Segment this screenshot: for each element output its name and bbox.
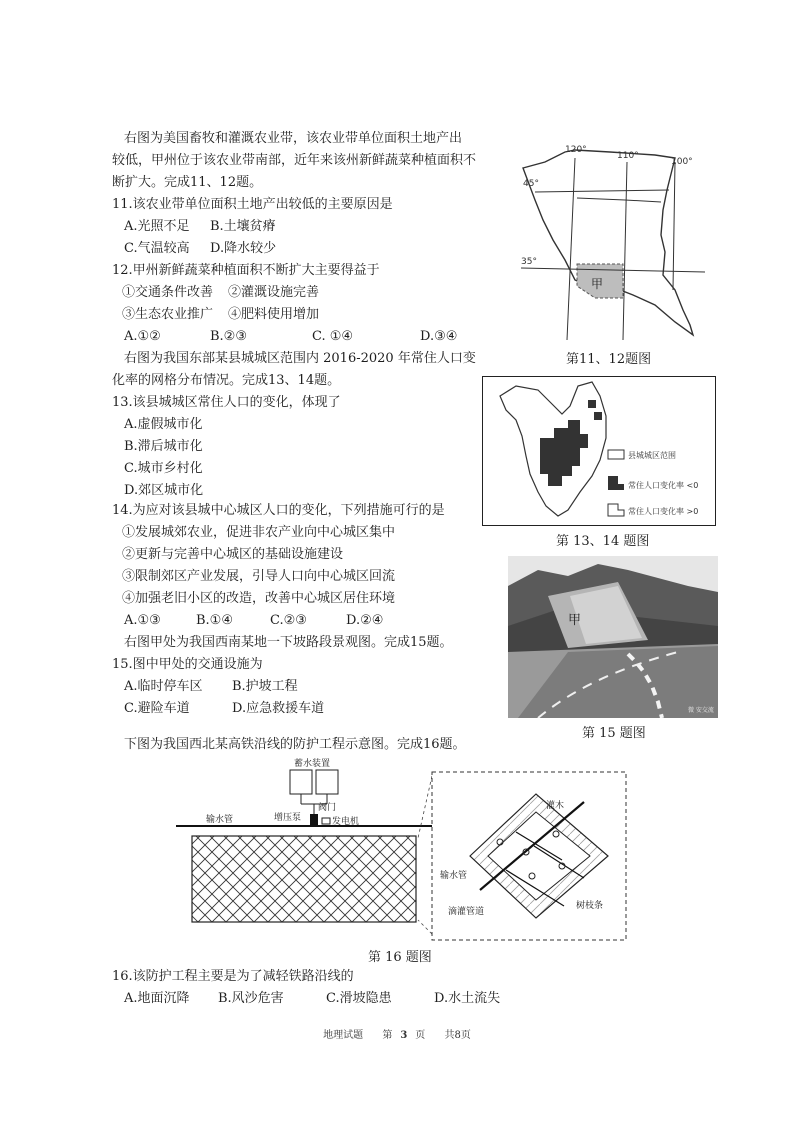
footer-page-prefix: 第 <box>382 1030 393 1041</box>
intro-13-14-line2: 化率的网格分布情况。完成13、14题。 <box>112 373 341 388</box>
state-jia-label: 甲 <box>591 277 604 291</box>
protection-diagram <box>170 754 630 944</box>
figure-16-caption: 第 16 题图 <box>368 950 432 965</box>
us-belt-map <box>505 140 710 340</box>
q13-stem: 13.该县城城区常住人口的变化，体现了 <box>112 395 341 410</box>
figure-11-12-caption: 第11、12题图 <box>566 352 652 367</box>
water-device-label: 蓄水装置 <box>294 759 331 769</box>
q12-item-4: ④肥料使用增加 <box>228 307 320 322</box>
pipe-label-left: 输水管 <box>206 815 234 825</box>
q12-item-3: ③生态农业推广 <box>122 307 214 322</box>
q14-item-1: ①发展城郊农业，促进非农产业向中心城区集中 <box>122 525 396 540</box>
branch-label: 树枝条 <box>576 901 604 911</box>
q14-option-b: B.①④ <box>196 613 233 628</box>
q16-option-b: B.风沙危害 <box>218 991 284 1006</box>
footer-page-number: 3 <box>400 1030 408 1041</box>
q14-option-d: D.②④ <box>346 613 384 628</box>
legend-rate-negative: 常住人口变化率 <0 <box>628 481 699 490</box>
q15-option-a: A.临时停车区 <box>124 679 203 694</box>
q14-option-c: C.②③ <box>270 613 307 628</box>
q11-option-c: C.气温较高 <box>124 241 190 256</box>
intro-11-12-line3: 断扩大。完成11、12题。 <box>112 175 263 190</box>
figure-15-caption: 第 15 题图 <box>582 726 646 741</box>
intro-11-12-line2: 较低，甲州位于该农业带南部，近年来该州新鲜蔬菜种植面积不 <box>112 153 477 168</box>
q11-option-b: B.土壤贫瘠 <box>210 219 276 234</box>
generator-label: 发电机 <box>332 817 360 827</box>
photo-jia-label: 甲 <box>568 613 582 628</box>
q14-item-3: ③限制郊区产业发展，引导人口向中心城区回流 <box>122 569 396 584</box>
footer-page-suffix: 页 <box>415 1030 426 1041</box>
q12-item-1: ①交通条件改善 <box>122 285 214 300</box>
legend-city-range: 县城城区范围 <box>628 451 676 460</box>
lat-35-label: 35° <box>521 257 537 267</box>
footer-total-pages: 共8页 <box>444 1030 471 1041</box>
footer-subject: 地理试题 <box>323 1030 364 1041</box>
q14-item-2: ②更新与完善中心城区的基础设施建设 <box>122 547 344 562</box>
intro-13-14-line1: 右图为我国东部某县城城区范围内 2016-2020 年常住人口变 <box>124 351 476 366</box>
q16-option-d: D.水土流失 <box>434 991 501 1006</box>
q11-stem: 11.该农业带单位面积土地产出较低的主要原因是 <box>112 197 393 212</box>
q16-option-a: A.地面沉降 <box>124 991 190 1006</box>
lon-110-label: 110° <box>617 151 639 161</box>
q16-stem: 16.该防护工程主要是为了减轻铁路沿线的 <box>112 969 354 984</box>
page-footer <box>0 1026 794 1041</box>
intro-15: 右图甲处为我国西南某地一下坡路段景观图。完成15题。 <box>124 635 453 650</box>
drip-pipe-label: 滴灌管道 <box>448 907 485 917</box>
q12-stem: 12.甲州新鲜蔬菜种植面积不断扩大主要得益于 <box>112 263 380 278</box>
q15-option-d: D.应急救援车道 <box>232 701 325 716</box>
q12-option-c: C. ①④ <box>312 329 354 344</box>
valve-label: 阀门 <box>318 803 337 813</box>
q11-option-d: D.降水较少 <box>210 241 277 256</box>
photo-watermark: 微 安交流 <box>688 707 714 714</box>
intro-16: 下图为我国西北某高铁沿线的防护工程示意图。完成16题。 <box>124 737 466 752</box>
lon-120-label: 120° <box>565 145 587 155</box>
q12-option-b: B.②③ <box>210 329 247 344</box>
q13-option-a: A.虚假城市化 <box>124 417 203 432</box>
q14-item-4: ④加强老旧小区的改造，改善中心城区居住环境 <box>122 591 396 606</box>
county-grid-map <box>482 376 716 526</box>
pipe-label-right: 输水管 <box>440 871 468 881</box>
q12-item-2: ②灌溉设施完善 <box>228 285 320 300</box>
shrub-label: 灌木 <box>546 801 565 811</box>
q12-option-d: D.③④ <box>420 329 458 344</box>
legend-rate-positive: 常住人口变化率 >0 <box>628 507 699 516</box>
q16-option-c: C.滑坡隐患 <box>326 991 392 1006</box>
figure-13-14-caption: 第 13、14 题图 <box>556 534 650 549</box>
lon-100-label: 100° <box>671 157 693 167</box>
q13-option-d: D.郊区城市化 <box>124 483 204 498</box>
q13-option-c: C.城市乡村化 <box>124 461 203 476</box>
q15-stem: 15.图中甲处的交通设施为 <box>112 657 263 672</box>
q14-stem: 14.为应对该县城中心城区人口的变化，下列措施可行的是 <box>112 503 445 518</box>
q15-option-b: B.护坡工程 <box>232 679 298 694</box>
q15-option-c: C.避险车道 <box>124 701 190 716</box>
q14-option-a: A.①③ <box>124 613 161 628</box>
q12-option-a: A.①② <box>124 329 161 344</box>
pump-label: 增压泵 <box>274 813 302 823</box>
q11-option-a: A.光照不足 <box>124 219 190 234</box>
lat-45-label: 45° <box>523 179 539 189</box>
intro-11-12-line1: 右图为美国畜牧和灌溉农业带，该农业带单位面积土地产出 <box>124 131 463 146</box>
road-photo <box>508 556 718 718</box>
q13-option-b: B.滞后城市化 <box>124 439 203 454</box>
